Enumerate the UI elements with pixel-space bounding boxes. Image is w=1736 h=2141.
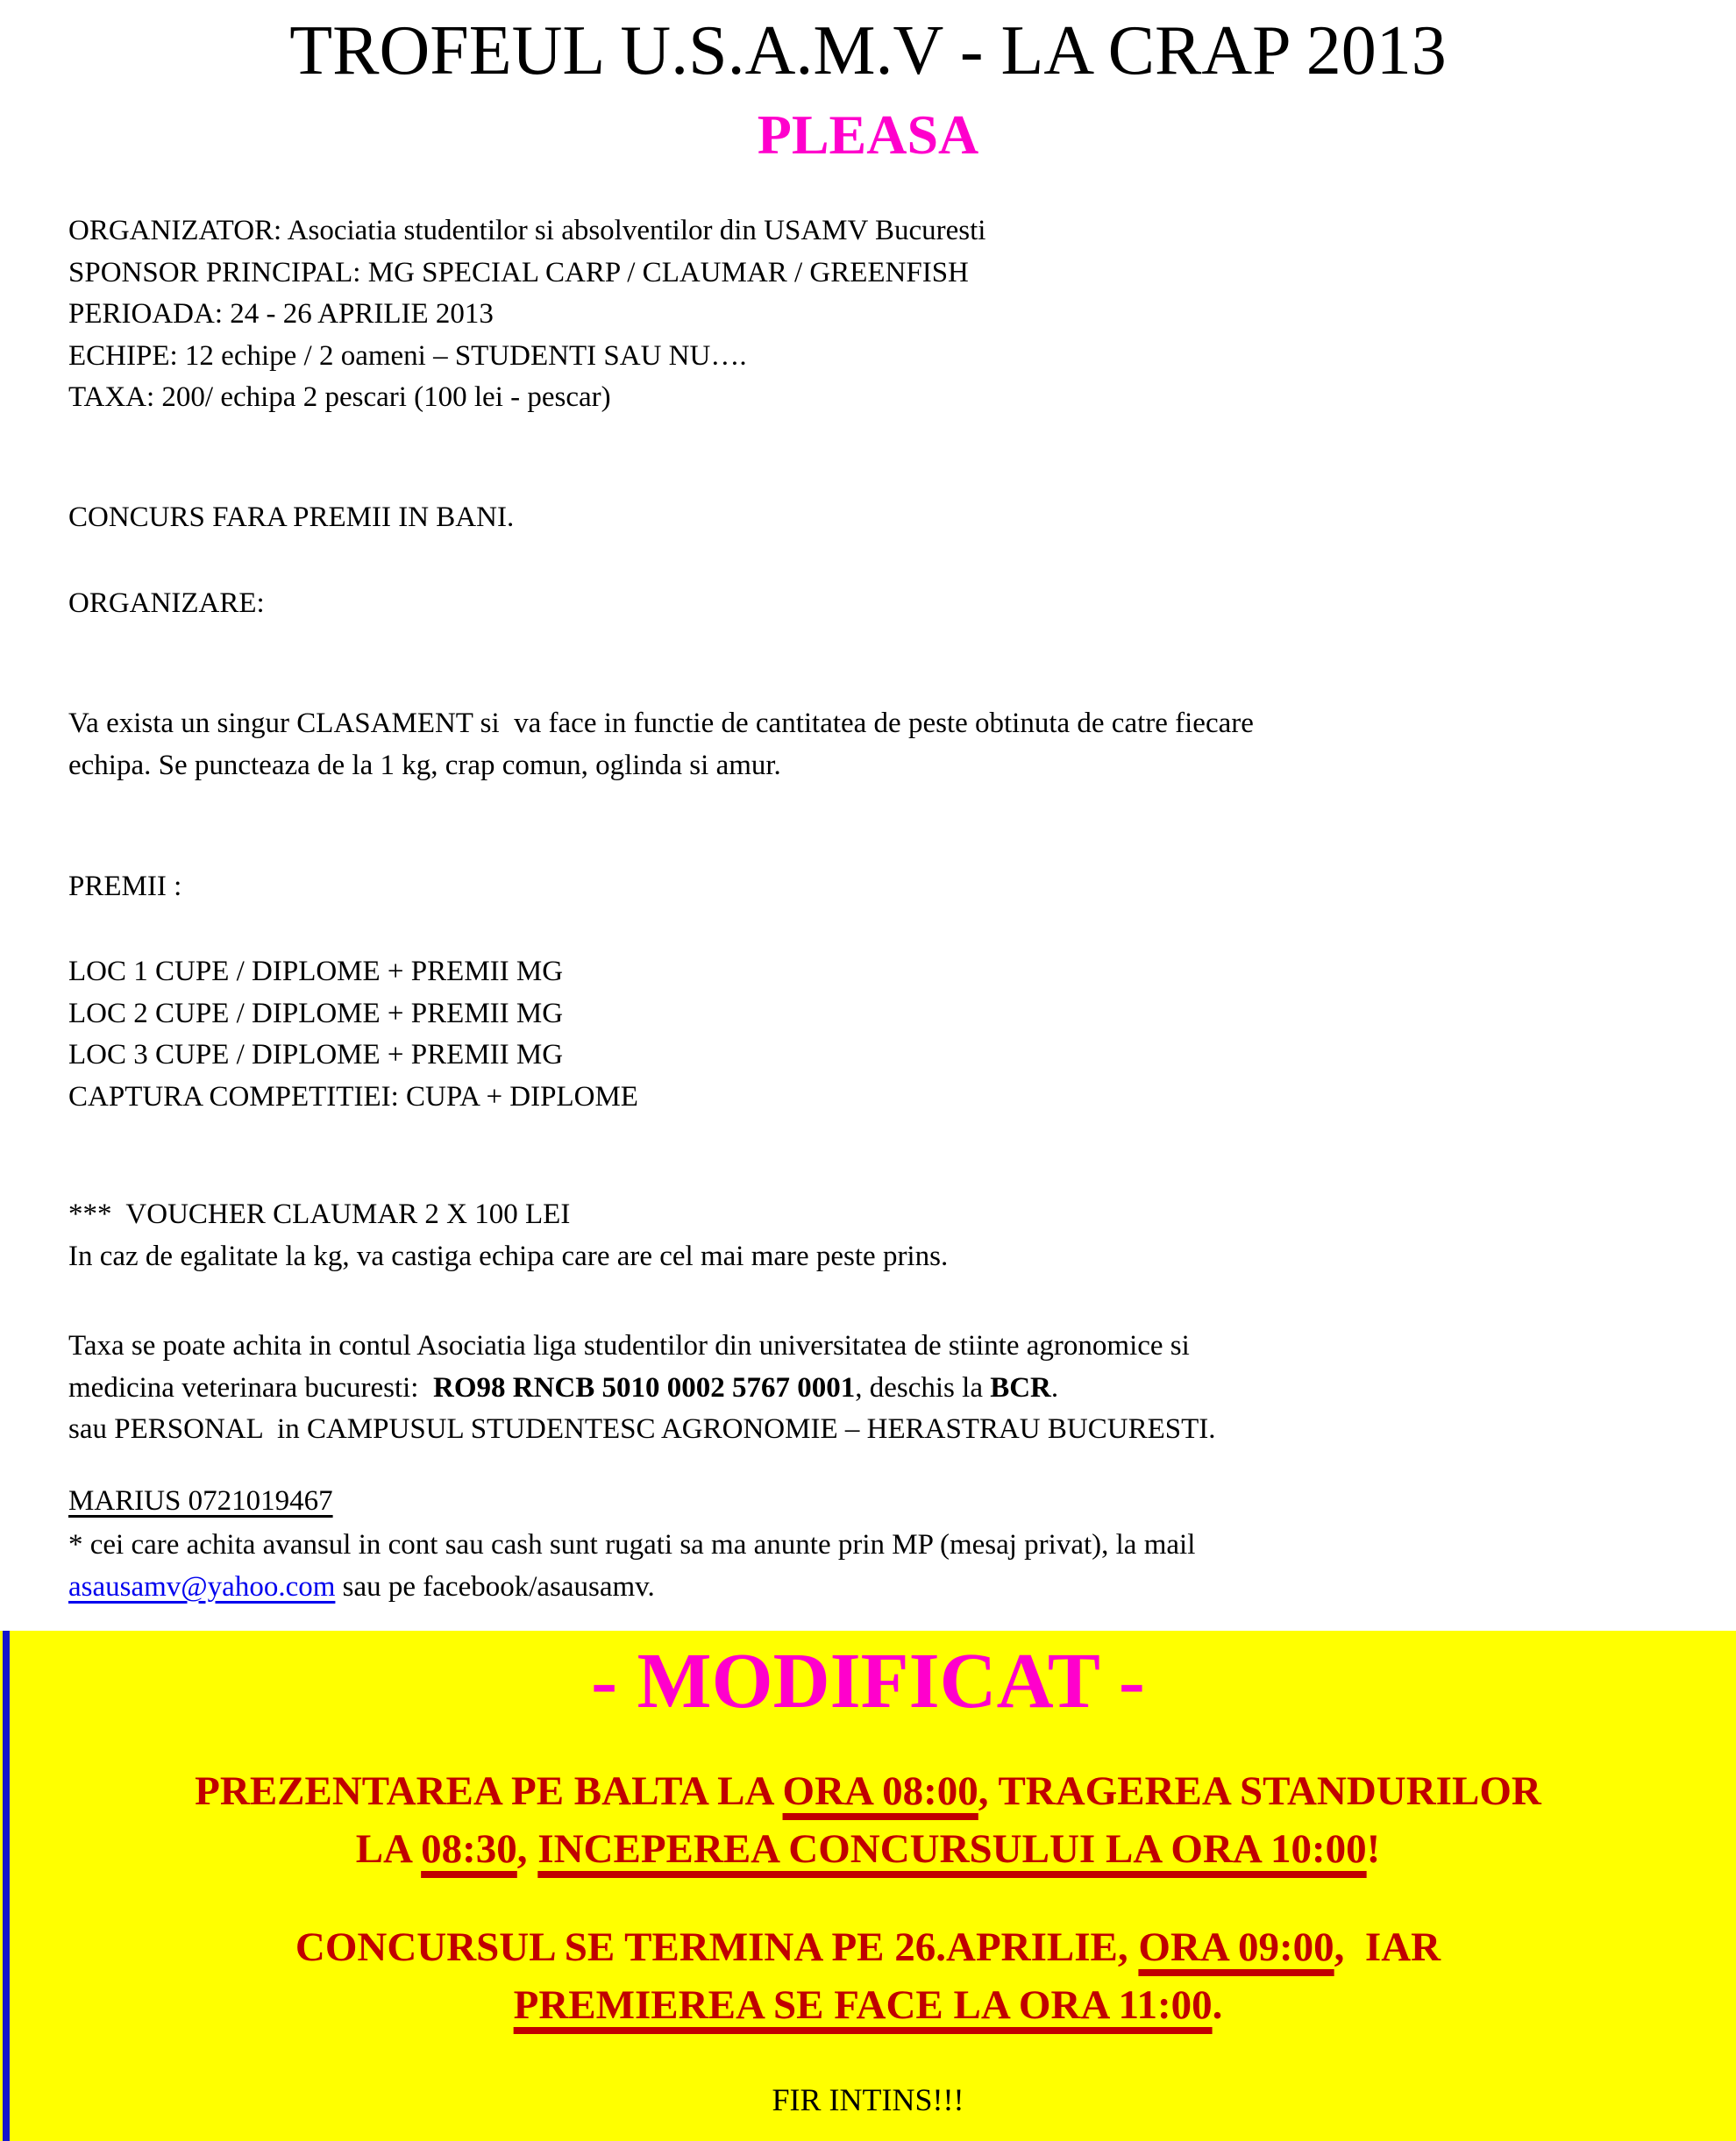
text-segment: 08:30 [421,1826,517,1872]
premii-line: CAPTURA COMPETITIEI: CUPA + DIPLOME [68,1080,638,1113]
premii-heading: PREMII : [68,871,182,902]
text-segment: BCR [990,1371,1051,1404]
modificat-heading: - MODIFICAT - [591,1638,1145,1725]
schedule-paragraph-1 [26,1762,1710,1878]
premii-line: LOC 1 CUPE / DIPLOME + PREMII MG [68,956,564,987]
premii-lines [68,951,1701,1118]
text-segment: . [1050,1371,1059,1404]
premii-line: LOC 3 CUPE / DIPLOME + PREMII MG [68,1039,564,1070]
organizare-heading: ORGANIZARE: [68,587,265,619]
text-segment: MARIUS 0721019467 [68,1485,333,1517]
text-segment: , deschis la [855,1371,991,1404]
info-line: TAXA: 200/ echipa 2 pescari (100 lei - pescar) [68,381,611,413]
modified-notice-panel [0,1631,1736,2141]
text-segment: , [516,1826,538,1872]
text-segment: echipa. Se puncteaza de la 1 kg, crap comun, oglinda si amur. [68,749,781,781]
premii-line: LOC 2 CUPE / DIPLOME + PREMII MG [68,997,564,1029]
clasament-paragraph [68,703,1701,786]
text-segment: medicina veterinara bucuresti: [68,1371,433,1404]
text-segment: LA [355,1826,422,1872]
text-segment: In caz de egalitate la kg, va castiga echipa care are cel mai mare peste prins. [68,1240,949,1272]
text-segment: . [1212,1982,1223,2028]
text-segment: sau PERSONAL in CAMPUSUL STUDENTESC AGRONOMIE – HERASTRAU BUCURESTI. [68,1413,1216,1445]
contact-note-block [68,1525,1701,1608]
email-link[interactable]: asausamv@yahoo.com [68,1570,336,1603]
page-subtitle: PLEASA [757,103,979,166]
fir-intins-line: FIR INTINS!!! [772,2082,964,2117]
text-segment: PREMIEREA SE FACE LA ORA 11:00 [513,1982,1213,2028]
info-lines [68,210,1701,419]
contact-phone-line [68,1481,1701,1523]
info-line: PERIOADA: 24 - 26 APRILIE 2013 [68,298,494,330]
text-segment: PREZENTAREA PE BALTA LA [195,1768,783,1814]
text-segment: ORA 09:00 [1138,1924,1334,1970]
text-segment: * cei care achita avansul in cont sau cash sunt rugati sa ma anunte prin MP (mesaj privat), la mail [68,1529,1196,1561]
text-segment: Va exista un singur CLASAMENT si va face in functie de cantitatea de peste obtinuta de catre fiecare [68,708,1254,739]
payment-block [68,1326,1701,1451]
text-segment: , TRAGEREA STANDURILOR [978,1768,1541,1814]
info-line: ORGANIZATOR: Asociatia studentilor si absolventilor din USAMV Bucuresti [68,215,986,246]
text-segment: CONCURSUL SE TERMINA PE 26.APRILIE, [295,1924,1139,1970]
text-segment: INCEPEREA CONCURSULUI LA ORA 10:00 [537,1826,1367,1872]
text-segment: sau pe facebook/asausamv. [335,1570,655,1603]
text-segment: *** VOUCHER CLAUMAR 2 X 100 LEI [68,1199,571,1230]
info-line: SPONSOR PRINCIPAL: MG SPECIAL CARP / CLAUMAR / GREENFISH [68,256,969,288]
text-segment: , IAR [1334,1924,1441,1970]
text-segment: RO98 RNCB 5010 0002 5767 0001 [432,1371,856,1404]
page-title: TROFEUL U.S.A.M.V - LA CRAP 2013 [289,12,1447,89]
text-segment: ORA 08:00 [782,1768,978,1814]
schedule-paragraph-2 [26,1918,1710,2034]
text-segment: Taxa se poate achita in contul Asociatia liga studentilor din universitatea de stiinte agronomice si [68,1330,1190,1362]
voucher-block [68,1194,1701,1277]
text-segment: ! [1366,1826,1381,1872]
no-prizes-line: CONCURS FARA PREMII IN BANI. [68,501,515,533]
info-line: ECHIPE: 12 echipe / 2 oameni – STUDENTI SAU NU…. [68,339,747,372]
